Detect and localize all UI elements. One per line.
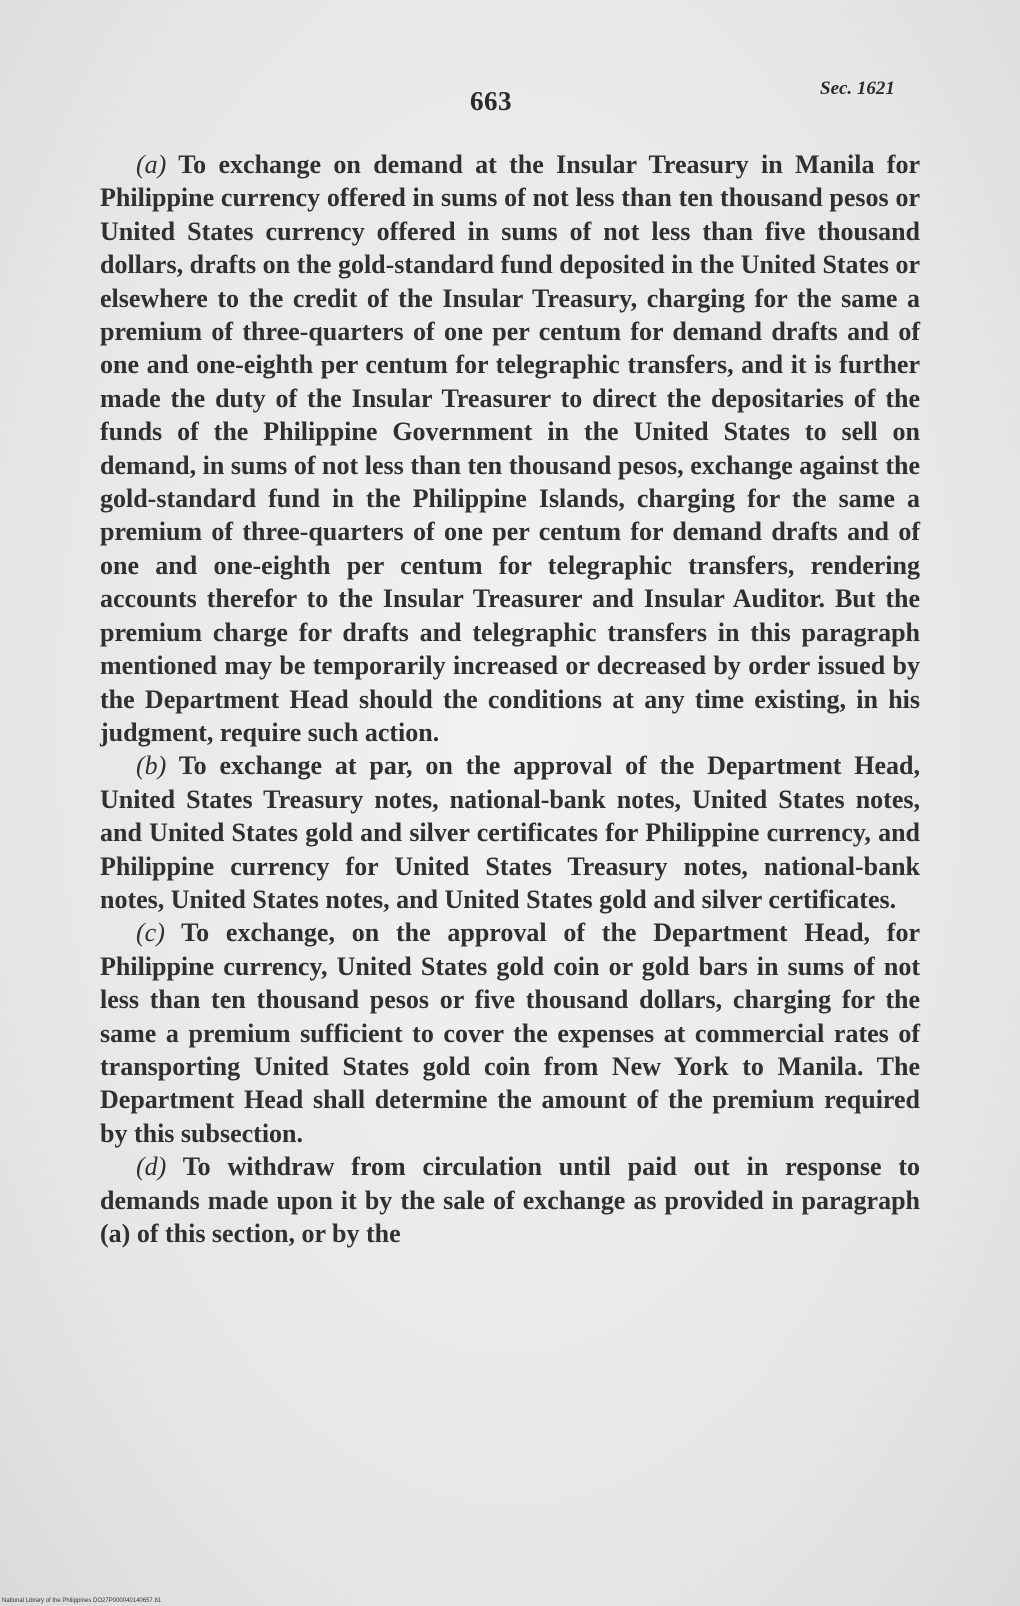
paragraph-text: To withdraw from circulation until paid out in response to demands made upon it by the sale of exchange as provided in paragraph (a) of this section, or by the	[100, 1152, 920, 1248]
archive-footer-note: National Library of the Philippines DO27P000040140657.81	[2, 1598, 162, 1604]
paragraph-marker: (c)	[136, 918, 165, 948]
page-number: 663	[470, 86, 512, 116]
paragraph-marker: (a)	[136, 150, 167, 179]
paragraph-text: To exchange at par, on the approval of the Department Head, United States Treasury notes, national-bank notes, United States notes, and United States gold and silver certificates for Philippine currency, and Philippine currency for United States Treasury notes, national-bank notes, United States notes, and United States gold and silver certificates.	[100, 751, 920, 914]
body-text	[100, 148, 920, 1250]
paragraph-a	[100, 148, 920, 749]
paragraph-marker: (d)	[136, 1152, 167, 1182]
paragraph-marker: (b)	[136, 751, 167, 781]
paragraph-b	[100, 749, 920, 916]
paragraph-d	[100, 1150, 920, 1250]
section-reference: Sec. 1621	[820, 78, 895, 99]
paragraph-text: To exchange on demand at the Insular Treasury in Manila for Philippine currency offered in sums of not less than ten thousand pesos or United States currency offered in sums of not less than five thousand dollars, drafts on the gold-standard fund deposited in the United States or elsewhere to the credit of the Insular Treasury, charging for the same a premium of three-quarters of one per centum for demand drafts and of one and one-eighth per centum for telegraphic transfers, and it is further made the duty of the Insular Treasurer to direct the depositaries of the funds of the Philippine Government in the United States to sell on demand, in sums of not less than ten thousand pesos, exchange against the gold-standard fund in the Philippine Islands, charging for the same a premium of three-quarters of one per centum for demand drafts and of one and one-eighth per centum for telegraphic transfers, rendering accounts therefor to the Insular Treasurer and Insular Auditor. But the premium charge for drafts and telegraphic transfers in this paragraph mentioned may be temporarily increased or decreased by order issued by the Department Head should the conditions at any time existing, in his judgment, require such action.	[100, 150, 920, 747]
paragraph-c	[100, 916, 920, 1150]
paragraph-text: To exchange, on the approval of the Department Head, for Philippine currency, United States gold coin or gold bars in sums of not less than ten thousand pesos or five thousand dollars, charging for the same a premium sufficient to cover the expenses at commercial rates of transporting United States gold coin from New York to Manila. The Department Head shall determine the amount of the premium required by this subsection.	[100, 918, 921, 1148]
